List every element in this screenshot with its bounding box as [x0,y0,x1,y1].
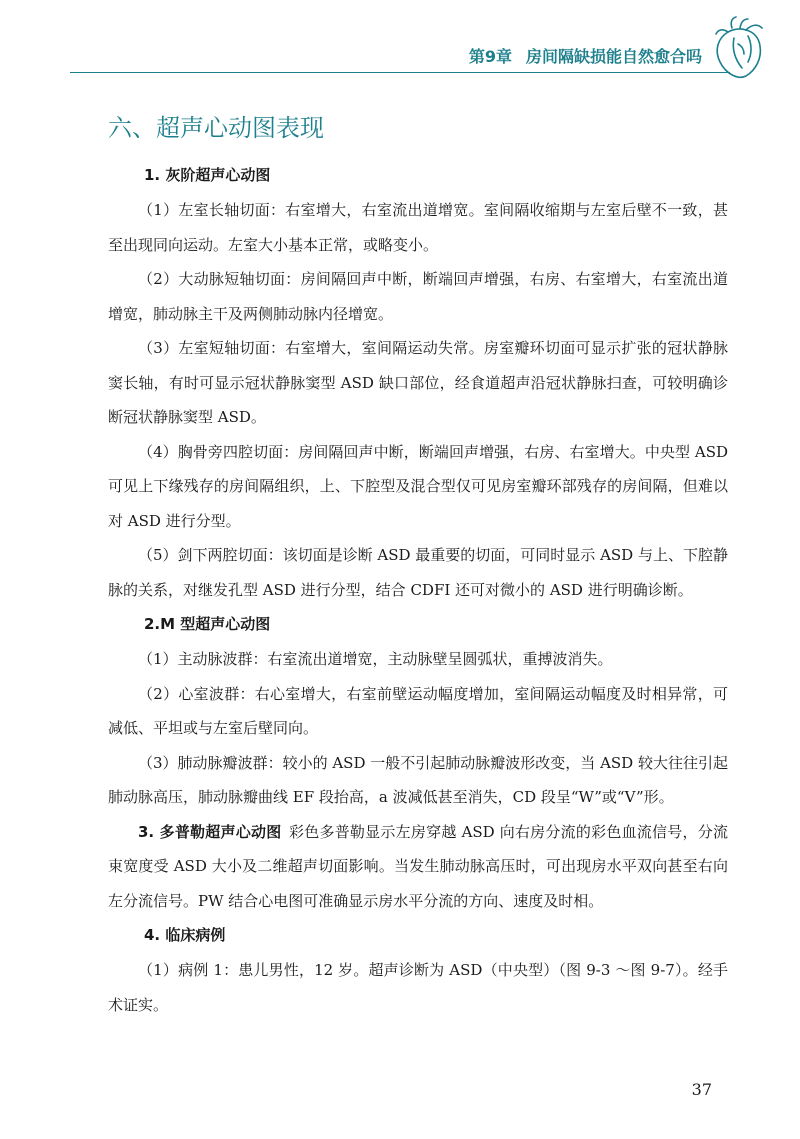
subheading-grayscale-echo: 1. 灰阶超声心动图 [144,166,271,184]
subheading-m-mode-echo: 2.M 型超声心动图 [144,615,271,633]
section-title: 六、超声心动图表现 [108,114,324,142]
paragraph: （1）主动脉波群：右室流出道增宽，主动脉壁呈圆弧状，重搏波消失。 [138,650,613,668]
chapter-title: 房间隔缺损能自然愈合吗 [525,47,702,66]
page-body [108,158,728,1022]
page-header [0,0,800,80]
paragraph: （3）肺动脉瓣波群：较小的 ASD 一般不引起肺动脉瓣波形改变，当 ASD 较大往往引起肺动脉高压，肺动脉瓣曲线 EF 段抬高，a 波减低甚至消失，CD 段呈“W”或“V”形。 [108,753,728,806]
chapter-number: 第9章 [468,47,512,66]
page-number: 37 [691,1080,712,1099]
chapter-label [469,44,702,67]
paragraph: （4）胸骨旁四腔切面：房间隔回声中断，断端回声增强，右房、右室增大。中央型 ASD 可见上下缘残存的房间隔组织，上、下腔型及混合型仅可见房室瓣环部残存的房间隔，但难以对 ASD 进行分型。 [108,442,728,530]
paragraph: （1）病例 1：患儿男性，12 岁。超声诊断为 ASD（中央型）（图 9-3 ～图 9-7）。经手术证实。 [108,961,728,1014]
header-rule [70,72,730,73]
paragraph: （5）剑下两腔切面：该切面是诊断 ASD 最重要的切面，可同时显示 ASD 与上、下腔静脉的关系，对继发孔型 ASD 进行分型，结合 CDFI 还可对微小的 ASD 进行明确诊断。 [108,546,728,599]
heart-icon [708,14,768,84]
paragraph: （2）心室波群：右心室增大，右室前壁运动幅度增加，室间隔运动幅度及时相异常，可减低、平坦或与左室后壁同向。 [108,684,728,737]
subheading-doppler-echo: 3. 多普勒超声心动图 [138,822,282,841]
paragraph-doppler [108,815,728,919]
paragraph: （3）左室短轴切面：右室增大，室间隔运动失常。房室瓣环切面可显示扩张的冠状静脉窦长轴，有时可显示冠状静脉窦型 ASD 缺口部位，经食道超声沿冠状静脉扫查，可较明确诊断冠状静脉窦型 ASD。 [108,339,728,426]
paragraph: （1）左室长轴切面：右室增大，右室流出道增宽。室间隔收缩期与左室后壁不一致，甚至出现同向运动。左室大小基本正常，或略变小。 [108,201,728,254]
paragraph: （2）大动脉短轴切面：房间隔回声中断，断端回声增强，右房、右室增大，右室流出道增宽，肺动脉主干及两侧肺动脉内径增宽。 [108,270,728,323]
subheading-clinical-cases: 4. 临床病例 [144,926,226,944]
doppler-text: 彩色多普勒显示左房穿越 ASD 向右房分流的彩色血流信号，分流束宽度受 ASD 大小及二维超声切面影响。当发生肺动脉高压时，可出现房水平双向甚至右向左分流信号。PW 结合心电图可准确显示房水平分流的方向、速度及时相。 [108,822,728,910]
